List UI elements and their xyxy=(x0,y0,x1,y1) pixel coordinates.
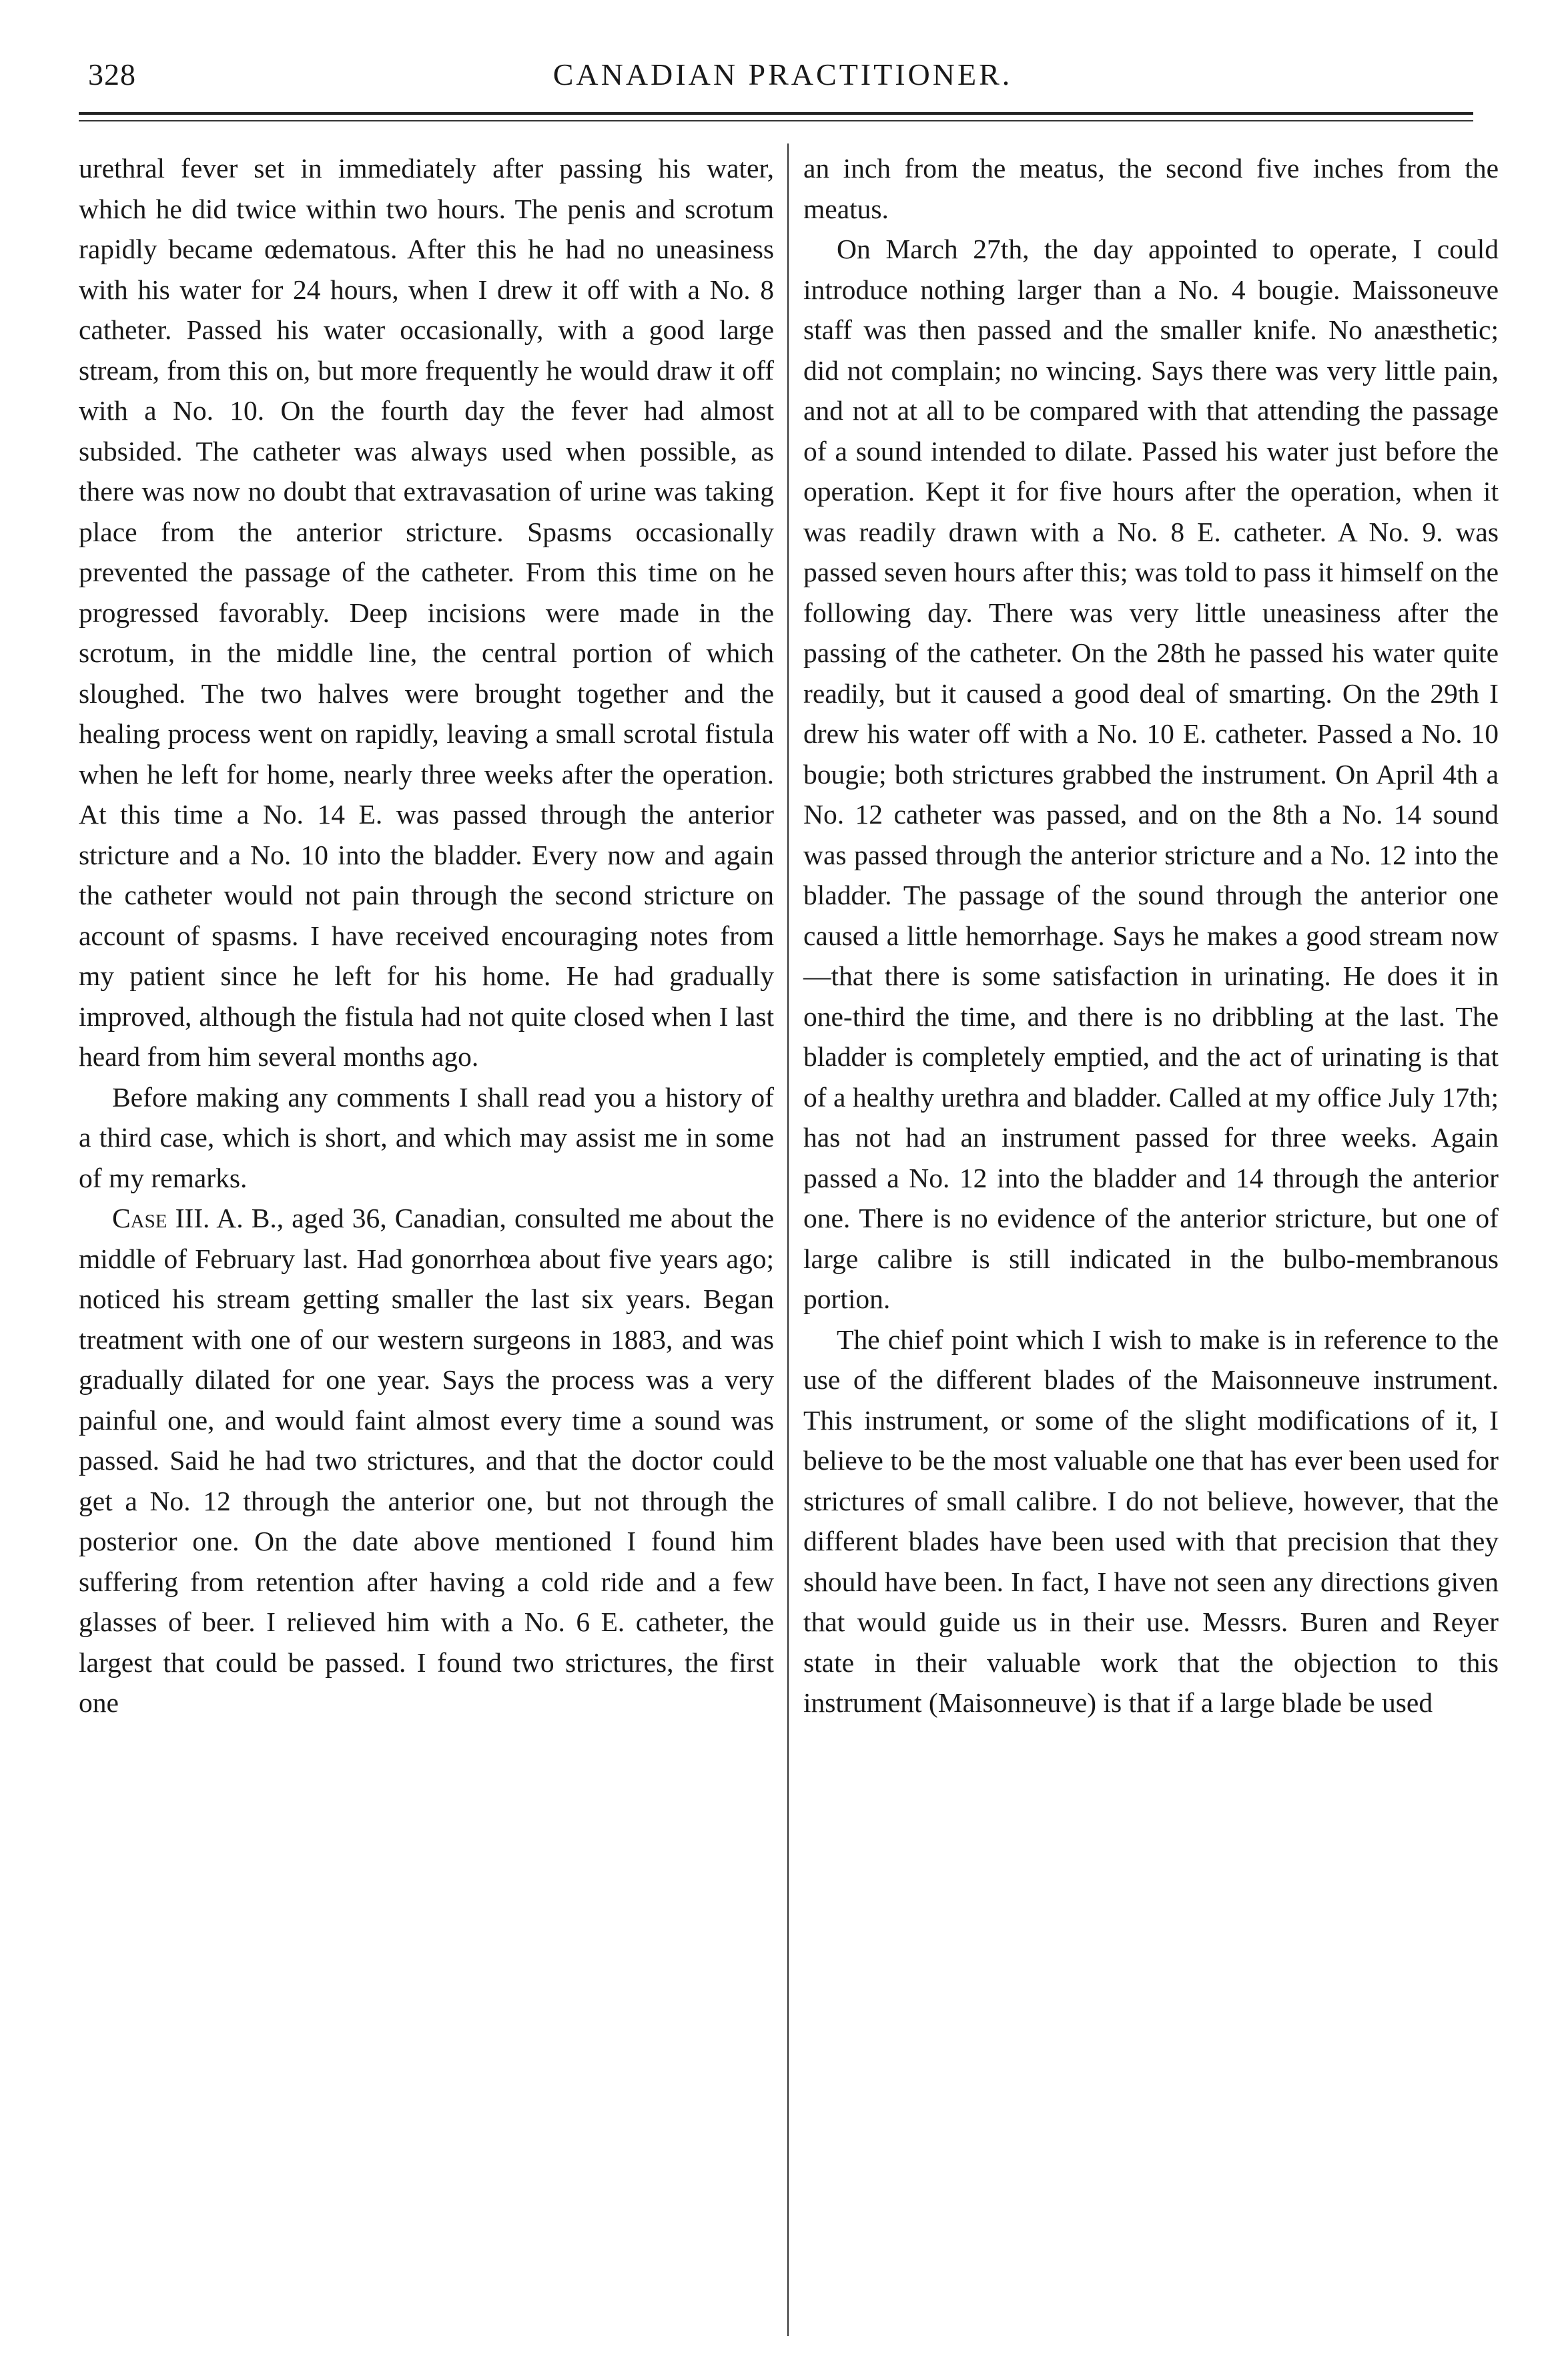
paragraph-before-comments: Before making any comments I shall read you a history of a third case, which is short, and which may assist me in some of my remarks. xyxy=(79,1081,774,1193)
paragraph-case-three xyxy=(79,1198,774,1723)
paragraph-march-operation: On March 27th, the day appointed to operate, I could introduce nothing larger than a No. 4 bougie. Maissoneuve staff was then passed and the smaller knife. No anæsthetic; did not complain; no wincing. Says there was very little pain, and not at all to be compared with that attending the passage of a sound intended to dilate. Passed his water just before the operation. Kept it for five hours after the operation, when it was readily drawn with a No. 8 E. catheter. A No. 9. was passed seven hours after this; was told to pass it himself on the following day. There was very little uneasiness after the passing of the catheter. On the 28th he passed his water quite readily, but it caused a good deal of smarting. On the 29th I drew his water off with a No. 10 E. catheter. Passed a No. 10 bougie; both strictures grabbed the instrument. On April 4th a No. 12 catheter was passed, and on the 8th a No. 14 sound was passed through the anterior stricture and a No. 12 into the bladder. The passage of the sound through the anterior one caused a little hemorrhage. Says he makes a good stream now—that there is some satisfaction in urinating. He does it in one-third the time, and there is no dribbling at the last. The bladder is completely emptied, and the act of urinating is that of a healthy urethra and bladder. Called at my office July 17th; has not had an instrument passed for three weeks. Again passed a No. 12 into the bladder and 14 through the anterior one. There is no evidence of the anterior stricture, but one of large calibre is still indicated in the bulbo-membranous portion. xyxy=(803,234,1499,1314)
header-rule-thick xyxy=(79,112,1473,115)
paragraph-continued: urethral fever set in immediately after passing his water, which he did twice within two hours. The penis and scrotum rapidly became œdematous. After this he had no uneasiness with his water for 24 hours, when I drew it off with a No. 8 catheter. Passed his water occasionally, with a good large stream, from this on, but more frequently he would draw it off with a No. 10. On the fourth day the fever had almost subsided. The catheter was always used when possible, as there was now no doubt that extravasation of urine was taking place from the anterior stricture. Spasms occasionally prevented the passage of the catheter. From this time on he progressed favorably. Deep incisions were made in the scrotum, in the middle line, the central portion of which sloughed. The two halves were brought together and the healing process went on rapidly, leaving a small scrotal fistula when he left for home, nearly three weeks after the operation. At this time a No. 14 E. was passed through the anterior stricture and a No. 10 into the bladder. Every now and again the catheter would not pain through the second stricture on account of spasms. I have received encouraging notes from my patient since he left for his home. He had gradually improved, although the fistula had not quite closed when I last heard from him several months ago. xyxy=(79,153,774,1072)
page-number: 328 xyxy=(88,57,136,91)
case-three-text: A. B., aged 36, Canadian, consulted me about the middle of February last. Had gonorrhœa about five years ago; noticed his stream getting smaller the last six years. Began treatment with one of our western surgeons in 1883, and was gradually dilated for one year. Says the process was a very painful one, and would faint almost every time a sound was passed. Said he had two strictures, and that the doctor could get a No. 12 through the anterior one, but not through the posterior one. On the date above mentioned I found him suffering from retention after having a cold ride and a few glasses of beer. I relieved him with a No. 6 E. catheter, the largest that could be passed. I found two strictures, the first one xyxy=(79,1203,775,1718)
right-column xyxy=(803,148,1499,1723)
paragraph-chief-point: The chief point which I wish to make is in reference to the use of the different blades of the Maisonneuve instrument. This instrument, or some of the slight modifications of it, I believe to be the most valuable one that has ever been used for strictures of small calibre. I do not believe, however, that the different blades have been used with that precision that they should have been. In fact, I have not seen any directions given that would guide us in their use. Messrs. Buren and Reyer state in their valuable work that the objection to this instrument (Maisonneuve) is that if a large blade be used xyxy=(803,1323,1499,1718)
page-header xyxy=(79,57,1487,103)
running-title: CANADIAN PRACTITIONER. xyxy=(552,57,1013,91)
header-rule-thin xyxy=(79,120,1473,121)
case-label: Case III. xyxy=(112,1203,210,1233)
paragraph-meatus: an inch from the meatus, the second five inches from the meatus. xyxy=(803,153,1499,224)
left-column xyxy=(79,148,774,1723)
column-divider xyxy=(787,143,789,2336)
